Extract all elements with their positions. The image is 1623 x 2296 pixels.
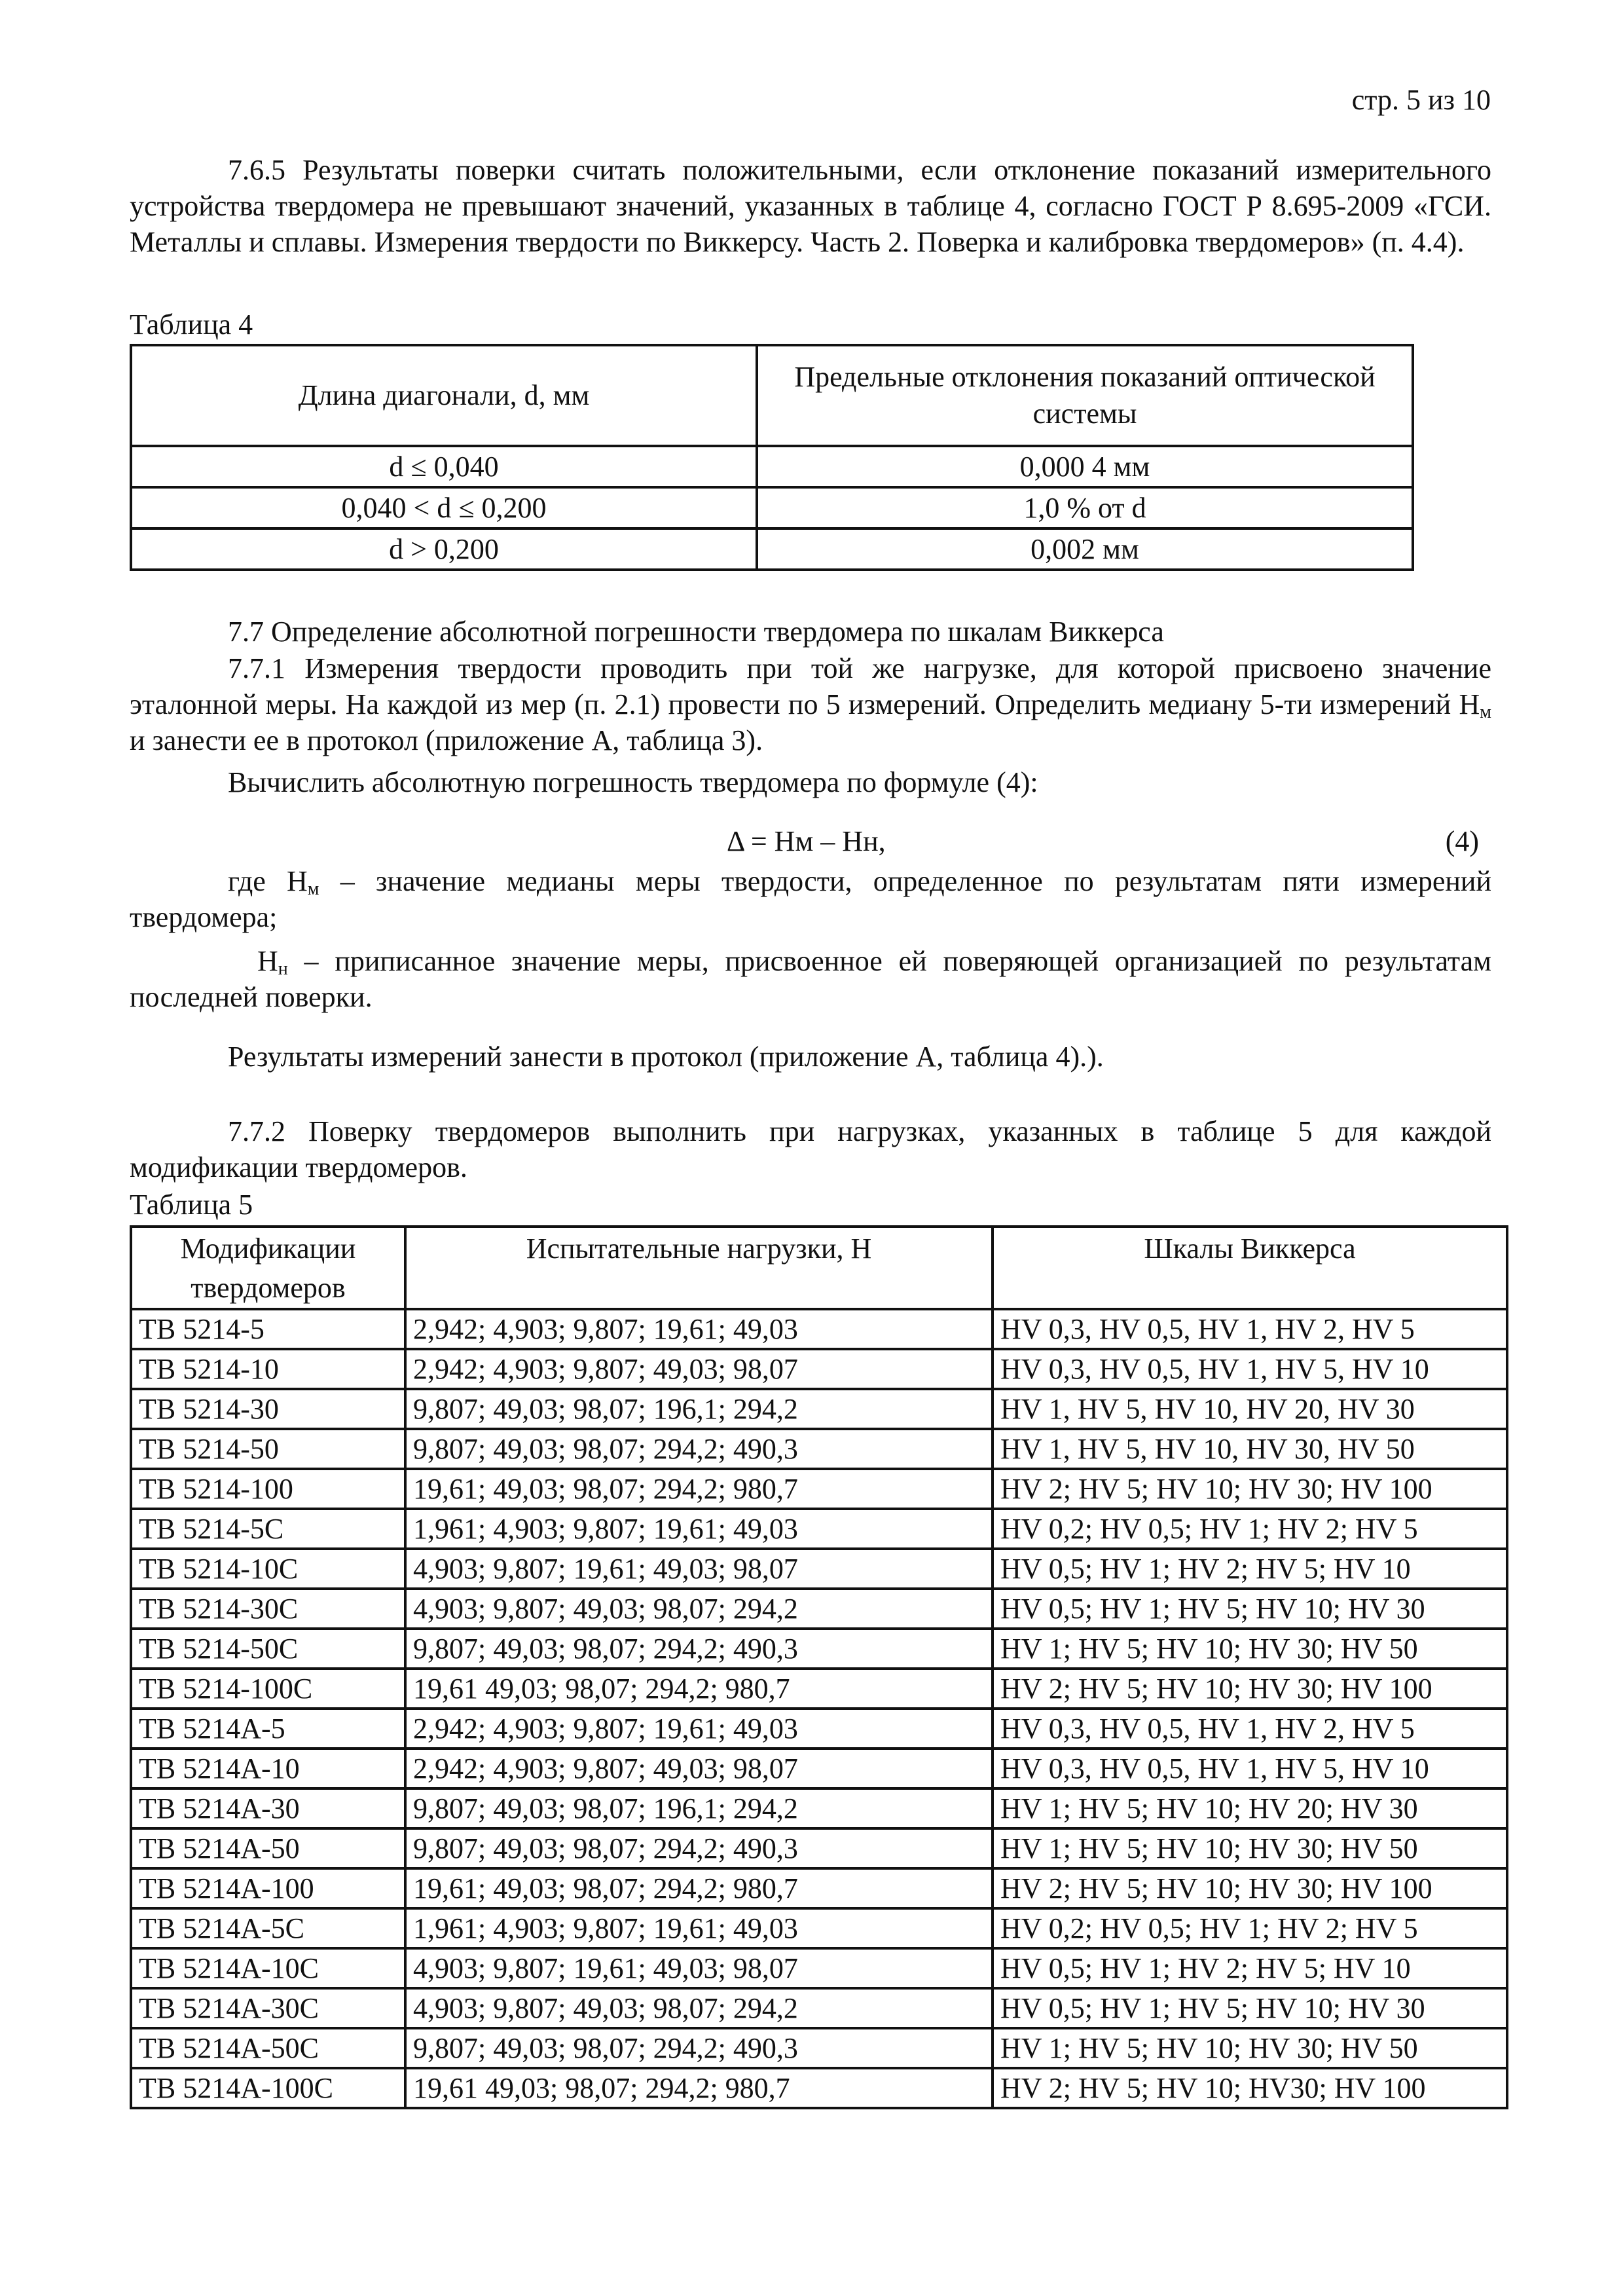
table-cell: ТВ 5214А-100	[131, 1868, 405, 1908]
table-4	[130, 344, 1414, 571]
where-hm	[130, 863, 1491, 935]
table-cell: 9,807; 49,03; 98,07; 196,1; 294,2	[405, 1788, 993, 1828]
table-cell: ТВ 5214А-30С	[131, 1988, 405, 2028]
table-row	[131, 1669, 1507, 1709]
table-cell: 2,942; 4,903; 9,807; 49,03; 98,07	[405, 1749, 993, 1788]
table-row	[131, 1629, 1507, 1669]
table-cell: HV 1; HV 5; HV 10; HV 30; HV 50	[993, 1629, 1507, 1669]
text: Н	[257, 945, 278, 977]
table4-caption: Таблица 4	[130, 308, 253, 341]
table-cell: d ≤ 0,040	[131, 446, 757, 487]
table-cell: HV 0,2; HV 0,5; HV 1; HV 2; HV 5	[993, 1509, 1507, 1549]
calc-instruction: Вычислить абсолютную погрешность твердомера по формуле (4):	[228, 766, 1038, 798]
paragraph-7-6-5: 7.6.5 Результаты поверки считать положительными, если отклонение показаний измерительного устройства твердомера не превышают значений, указанных в таблице 4, согласно ГОСТ Р 8.695-2009 «ГСИ. Металлы и сплавы. Измерения твердости по Виккерсу. Часть 2. Поверка и калибровка твердомеров» (п. 4.4).	[130, 154, 1491, 258]
table5-caption: Таблица 5	[130, 1189, 253, 1221]
paragraph-7-7-1	[130, 650, 1491, 758]
table-cell: HV 1; HV 5; HV 10; HV 30; HV 50	[993, 2028, 1507, 2068]
table-row	[131, 1948, 1507, 1988]
table-cell: ТВ 5214-30	[131, 1389, 405, 1429]
section-7-7-heading: 7.7 Определение абсолютной погрешности твердомера по шкалам Виккерса	[228, 616, 1164, 648]
table-cell: HV 2; HV 5; HV 10; HV 30; HV 100	[993, 1669, 1507, 1709]
table-row	[131, 1828, 1507, 1868]
table-cell: ТВ 5214-30С	[131, 1589, 405, 1629]
table-row	[131, 446, 1413, 487]
table-cell: ТВ 5214А-10	[131, 1749, 405, 1788]
paragraph-7-7-2: 7.7.2 Поверку твердомеров выполнить при нагрузках, указанных в таблице 5 для каждой модификации твердомеров.	[130, 1115, 1491, 1183]
table-row	[131, 1309, 1507, 1349]
formula-4: Δ = Нм – Нн,	[727, 825, 886, 857]
table-cell: HV 0,5; HV 1; HV 2; HV 5; HV 10	[993, 1549, 1507, 1589]
table-cell: ТВ 5214-10С	[131, 1549, 405, 1589]
table-row	[131, 1469, 1507, 1509]
table-cell: 1,961; 4,903; 9,807; 19,61; 49,03	[405, 1908, 993, 1948]
table-row	[131, 1589, 1507, 1629]
text: где Н	[228, 865, 308, 897]
formula-number: (4)	[1445, 825, 1479, 857]
table-cell: ТВ 5214-5	[131, 1309, 405, 1349]
table5-header: Модификации твердомеров	[131, 1227, 405, 1309]
table-cell: HV 0,3, HV 0,5, HV 1, HV 5, HV 10	[993, 1349, 1507, 1389]
text: – приписанное значение меры, присвоенное ей поверяющей организацией по результатам последней поверки.	[130, 945, 1491, 1013]
table-row	[131, 1868, 1507, 1908]
table-cell: ТВ 5214-100С	[131, 1669, 405, 1709]
subscript: м	[1480, 702, 1491, 722]
table-cell: 2,942; 4,903; 9,807; 19,61; 49,03	[405, 1309, 993, 1349]
table-cell: 4,903; 9,807; 49,03; 98,07; 294,2	[405, 1988, 993, 2028]
table5-header: Испытательные нагрузки, Н	[405, 1227, 993, 1309]
table-cell: d > 0,200	[131, 528, 757, 570]
table-cell: HV 1, HV 5, HV 10, HV 20, HV 30	[993, 1389, 1507, 1429]
table-cell: ТВ 5214-100	[131, 1469, 405, 1509]
table-cell: ТВ 5214-10	[131, 1349, 405, 1389]
table-cell: HV 2; HV 5; HV 10; HV 30; HV 100	[993, 1469, 1507, 1509]
table-cell: 1,0 % от d	[757, 487, 1413, 528]
table-cell: 4,903; 9,807; 19,61; 49,03; 98,07	[405, 1948, 993, 1988]
table-cell: 19,61 49,03; 98,07; 294,2; 980,7	[405, 1669, 993, 1709]
table-cell: 19,61; 49,03; 98,07; 294,2; 980,7	[405, 1868, 993, 1908]
table-cell: ТВ 5214А-100С	[131, 2068, 405, 2108]
table-row	[131, 2028, 1507, 2068]
table-row	[131, 1429, 1507, 1469]
table-cell: ТВ 5214-50С	[131, 1629, 405, 1669]
table-cell: 19,61 49,03; 98,07; 294,2; 980,7	[405, 2068, 993, 2108]
table-cell: HV 0,3, HV 0,5, HV 1, HV 5, HV 10	[993, 1749, 1507, 1788]
table-cell: 1,961; 4,903; 9,807; 19,61; 49,03	[405, 1509, 993, 1549]
table-cell: ТВ 5214А-5	[131, 1709, 405, 1749]
table-cell: 0,002 мм	[757, 528, 1413, 570]
table-cell: HV 0,3, HV 0,5, HV 1, HV 2, HV 5	[993, 1309, 1507, 1349]
table-row	[131, 1509, 1507, 1549]
table-cell: HV 0,3, HV 0,5, HV 1, HV 2, HV 5	[993, 1709, 1507, 1749]
table-row	[131, 1908, 1507, 1948]
table-row	[131, 528, 1413, 570]
table-cell: 2,942; 4,903; 9,807; 49,03; 98,07	[405, 1349, 993, 1389]
text: – значение медианы меры твердости, определенное по результатам пяти измерений твердомера;	[130, 865, 1491, 933]
subscript: н	[278, 959, 288, 979]
table-cell: 2,942; 4,903; 9,807; 19,61; 49,03	[405, 1709, 993, 1749]
table-cell: HV 2; HV 5; HV 10; HV 30; HV 100	[993, 1868, 1507, 1908]
table-cell: 0,040 < d ≤ 0,200	[131, 487, 757, 528]
table-row	[131, 487, 1413, 528]
table-cell: 9,807; 49,03; 98,07; 196,1; 294,2	[405, 1389, 993, 1429]
table-row	[131, 1749, 1507, 1788]
table-cell: ТВ 5214А-50	[131, 1828, 405, 1868]
table4-header: Предельные отклонения показаний оптической системы	[757, 345, 1413, 446]
text: и занести ее в протокол (приложение А, таблица 3).	[130, 724, 763, 756]
table-cell: 9,807; 49,03; 98,07; 294,2; 490,3	[405, 1828, 993, 1868]
table-cell: 4,903; 9,807; 19,61; 49,03; 98,07	[405, 1549, 993, 1589]
table5-header: Шкалы Виккерса	[993, 1227, 1507, 1309]
table-cell: ТВ 5214А-30	[131, 1788, 405, 1828]
table-cell: HV 1; HV 5; HV 10; HV 20; HV 30	[993, 1788, 1507, 1828]
table-row	[131, 1709, 1507, 1749]
table-cell: ТВ 5214-5С	[131, 1509, 405, 1549]
page-number: стр. 5 из 10	[1351, 84, 1491, 116]
table-cell: ТВ 5214А-50С	[131, 2028, 405, 2068]
table-row	[131, 1549, 1507, 1589]
table-cell: 19,61; 49,03; 98,07; 294,2; 980,7	[405, 1469, 993, 1509]
table-cell: 9,807; 49,03; 98,07; 294,2; 490,3	[405, 2028, 993, 2068]
table-cell: HV 2; HV 5; HV 10; HV30; HV 100	[993, 2068, 1507, 2108]
table-cell: 9,807; 49,03; 98,07; 294,2; 490,3	[405, 1629, 993, 1669]
table-row	[131, 1788, 1507, 1828]
table-row	[131, 1349, 1507, 1389]
table-cell: ТВ 5214-50	[131, 1429, 405, 1469]
table-5	[130, 1225, 1508, 2109]
table-cell: HV 0,5; HV 1; HV 5; HV 10; HV 30	[993, 1589, 1507, 1629]
table-cell: 4,903; 9,807; 49,03; 98,07; 294,2	[405, 1589, 993, 1629]
table-row	[131, 1389, 1507, 1429]
table-cell: ТВ 5214А-10С	[131, 1948, 405, 1988]
results-note: Результаты измерений занести в протокол (приложение А, таблица 4).).	[228, 1041, 1104, 1073]
table-row	[131, 1988, 1507, 2028]
table-cell: HV 0,5; HV 1; HV 2; HV 5; HV 10	[993, 1948, 1507, 1988]
table-cell: ТВ 5214А-5С	[131, 1908, 405, 1948]
text: 7.7.1 Измерения твердости проводить при той же нагрузке, для которой присвоено значение эталонной меры. На каждой из мер (п. 2.1) провести по 5 измерений. Определить медиану 5-ти измерений Н	[130, 652, 1491, 720]
table-cell: 0,000 4 мм	[757, 446, 1413, 487]
table-cell: HV 1, HV 5, HV 10, HV 30, HV 50	[993, 1429, 1507, 1469]
table-cell: HV 1; HV 5; HV 10; HV 30; HV 50	[993, 1828, 1507, 1868]
table-row	[131, 2068, 1507, 2108]
table-cell: HV 0,5; HV 1; HV 5; HV 10; HV 30	[993, 1988, 1507, 2028]
where-hn	[130, 943, 1491, 1015]
table-cell: HV 0,2; HV 0,5; HV 1; HV 2; HV 5	[993, 1908, 1507, 1948]
subscript: м	[307, 879, 319, 899]
table4-header: Длина диагонали, d, мм	[131, 345, 757, 446]
table-cell: 9,807; 49,03; 98,07; 294,2; 490,3	[405, 1429, 993, 1469]
